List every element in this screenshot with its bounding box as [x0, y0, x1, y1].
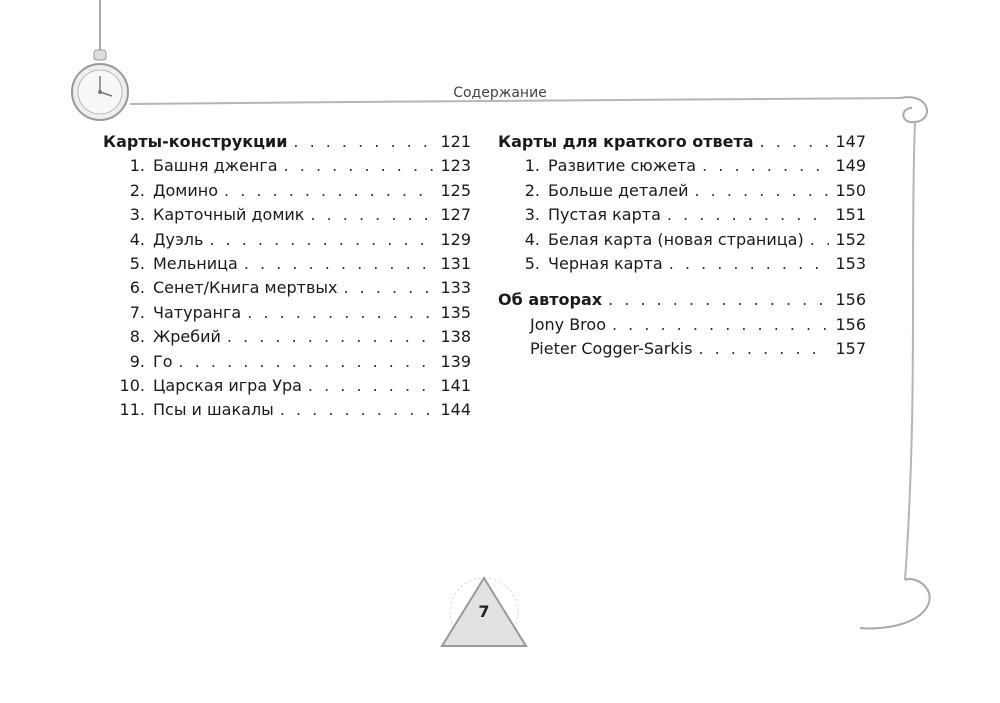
toc-item-number: 3.	[129, 205, 145, 225]
toc-item	[498, 337, 866, 361]
page-header-title: Содержание	[453, 85, 547, 101]
toc-item-title: Чатуранга	[153, 302, 242, 322]
dot-leader	[280, 398, 435, 422]
toc-item	[498, 179, 866, 203]
toc-item	[498, 203, 866, 227]
toc-item-page: 151	[835, 205, 866, 225]
toc-item-number: 1.	[524, 156, 540, 176]
toc-column-left	[103, 130, 471, 423]
scroll-curl-bottom	[860, 579, 930, 628]
toc-item	[498, 228, 866, 252]
toc-item-title: Больше деталей	[548, 180, 689, 200]
toc-column-right	[498, 130, 866, 362]
toc-item-number: 9.	[129, 351, 145, 371]
toc-item-page: 150	[835, 180, 866, 200]
toc-item	[103, 398, 471, 422]
toc-item-page: 129	[440, 229, 471, 249]
toc-item	[498, 252, 866, 276]
toc-item-page: 156	[835, 314, 866, 334]
dot-leader	[760, 130, 830, 154]
toc-item-title: Царская игра Ура	[153, 375, 302, 395]
toc-item-number: 7.	[129, 302, 145, 322]
toc-item-title: Карточный домик	[153, 205, 305, 225]
toc-item-number: 6.	[129, 278, 145, 298]
toc-item-title: Сенет/Книга мертвых	[153, 278, 338, 298]
toc-item-page: 127	[440, 205, 471, 225]
dot-leader	[669, 252, 830, 276]
dot-leader	[244, 252, 435, 276]
dot-leader	[308, 374, 435, 398]
toc-item-page: 125	[440, 180, 471, 200]
dot-leader	[608, 288, 829, 312]
toc-item-title: Пустая карта	[548, 205, 661, 225]
toc-item-title: Карты-конструкции	[103, 132, 288, 151]
toc-item-title: Белая карта (новая страница)	[548, 229, 804, 249]
toc-item-title: Мельница	[153, 253, 238, 273]
dot-leader	[667, 203, 830, 227]
toc-item-title: Домино	[153, 180, 219, 200]
toc-item-title: Pieter Cogger-Sarkis	[530, 339, 693, 359]
toc-item-number: 8.	[129, 327, 145, 347]
toc-item-page: 153	[835, 253, 866, 273]
toc-item-title: Жребий	[153, 327, 221, 347]
toc-item-title: Об авторах	[498, 290, 603, 310]
dot-leader	[810, 228, 830, 252]
toc-item-page: 131	[440, 253, 471, 273]
toc-item	[103, 276, 471, 300]
toc-section	[103, 130, 471, 154]
toc-item-number: 4.	[129, 229, 145, 249]
toc-item-number: 3.	[524, 205, 540, 225]
toc-item-page: 156	[835, 290, 866, 310]
toc-item-page: 135	[440, 302, 471, 322]
toc-item-number: 5.	[129, 253, 145, 273]
dot-leader	[695, 179, 830, 203]
dot-leader	[293, 130, 434, 154]
toc-item	[103, 179, 471, 203]
toc-item	[498, 154, 866, 178]
scroll-curl-top	[900, 97, 927, 122]
toc-item-page: 121	[440, 132, 471, 151]
scroll-edge	[905, 122, 915, 580]
toc-item-number: 2.	[524, 180, 540, 200]
toc-item	[103, 325, 471, 349]
toc-item-title: Развитие сюжета	[548, 156, 697, 176]
toc-item-page: 152	[835, 229, 866, 249]
dot-leader	[343, 276, 434, 300]
toc-item-number: 5.	[524, 253, 540, 273]
toc-item-page: 133	[440, 278, 471, 298]
toc-item-page: 138	[440, 327, 471, 347]
dot-leader	[179, 350, 435, 374]
dot-leader	[702, 154, 829, 178]
toc-item-number: 1.	[129, 156, 145, 176]
toc-item-number: 4.	[524, 229, 540, 249]
toc-item	[498, 313, 866, 337]
toc-item	[103, 252, 471, 276]
dot-leader	[612, 313, 829, 337]
toc-item	[103, 154, 471, 178]
dot-leader	[284, 154, 435, 178]
toc-item	[103, 203, 471, 227]
toc-item-page: 123	[440, 156, 471, 176]
toc-item-number: 10.	[119, 375, 145, 395]
toc-item-number: 11.	[119, 400, 145, 420]
toc-item-title: Го	[153, 351, 173, 371]
toc-item-title: Псы и шакалы	[153, 400, 274, 420]
dot-leader	[310, 203, 434, 227]
toc-item-title: Башня дженга	[153, 156, 278, 176]
toc-item-page: 144	[440, 400, 471, 420]
toc-item-page: 157	[835, 339, 866, 359]
toc-item	[103, 228, 471, 252]
toc-item-page: 149	[835, 156, 866, 176]
toc-item-page: 139	[440, 351, 471, 371]
toc-item-number: 2.	[129, 180, 145, 200]
dot-leader	[224, 179, 434, 203]
toc-item-title: Карты для краткого ответа	[498, 132, 754, 151]
toc-item	[103, 374, 471, 398]
toc-item	[103, 301, 471, 325]
toc-item-title: Черная карта	[548, 253, 663, 273]
toc-item-title: Jony Broo	[530, 314, 606, 334]
dot-leader	[209, 228, 434, 252]
toc-item-page: 141	[440, 375, 471, 395]
toc-item-title: Дуэль	[153, 229, 204, 249]
page-number: 7	[478, 602, 490, 621]
toc-section	[498, 288, 866, 312]
dot-leader	[247, 301, 434, 325]
pocket-watch-icon	[72, 50, 128, 120]
dot-leader	[227, 325, 435, 349]
dot-leader	[698, 337, 829, 361]
toc-section	[498, 130, 866, 154]
toc-item	[103, 350, 471, 374]
toc-item-page: 147	[835, 132, 866, 151]
